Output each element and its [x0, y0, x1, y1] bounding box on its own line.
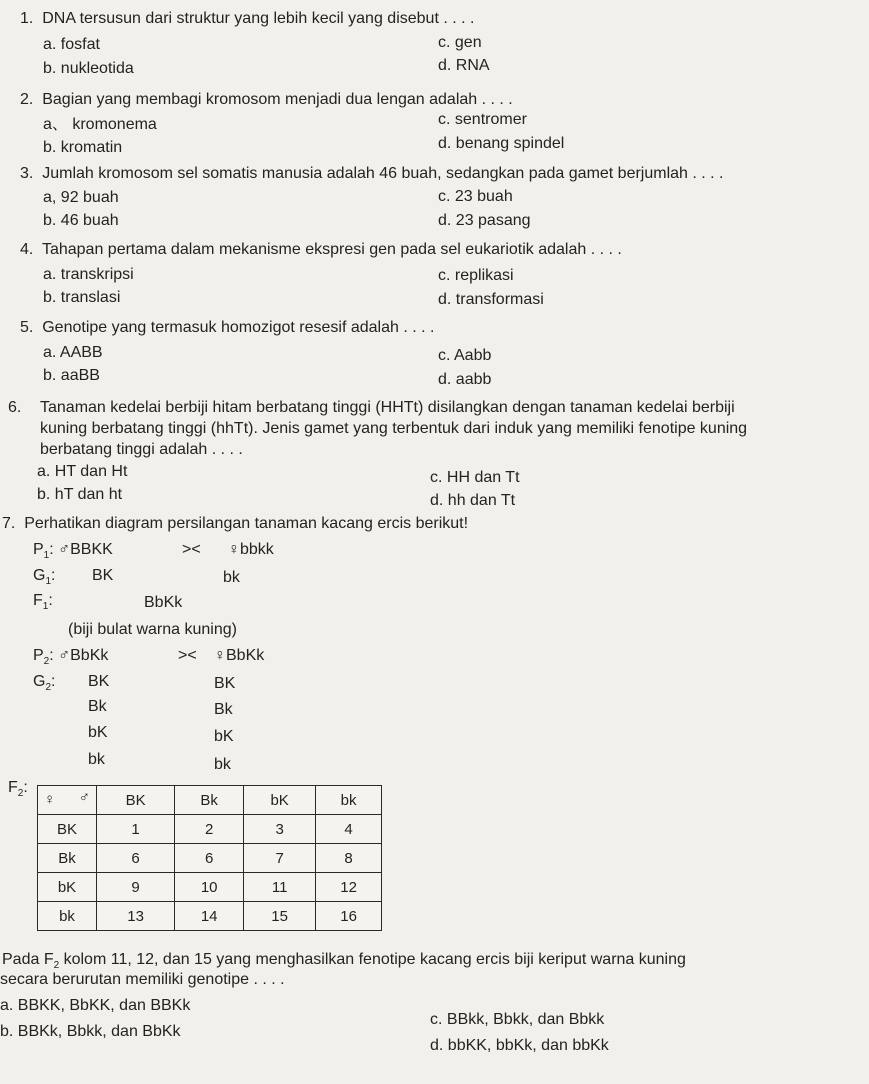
- g2-left-1: BK: [88, 673, 110, 690]
- q7-text: 7. Perhatikan diagram persilangan tanaman kacang ercis berikut!: [2, 515, 469, 532]
- punnett-cell: 1: [97, 815, 175, 844]
- punnett-row-header: bk: [38, 902, 97, 931]
- punnett-cell: 14: [175, 902, 244, 931]
- q4-option-a[interactable]: a. transkripsi: [43, 266, 134, 283]
- punnett-cell: 15: [244, 902, 316, 931]
- q7-option-a[interactable]: a. BBKK, BbKK, dan BBKk: [0, 997, 191, 1014]
- q1-option-a[interactable]: a. fosfat: [43, 36, 100, 53]
- punnett-cell: 12: [316, 873, 382, 902]
- punnett-cell: 4: [316, 815, 382, 844]
- q6-number: 6.: [8, 399, 22, 416]
- q3-option-a[interactable]: a, 92 buah: [43, 189, 119, 206]
- g2-right-1: BK: [214, 675, 236, 692]
- p2-female: ♀BbKk: [214, 647, 265, 664]
- q6-option-d[interactable]: d. hh dan Tt: [430, 492, 516, 509]
- female-symbol: ♀: [44, 791, 56, 808]
- q2-option-d[interactable]: d. benang spindel: [438, 135, 565, 152]
- q6-option-c[interactable]: c. HH dan Tt: [430, 469, 520, 486]
- punnett-row: [38, 873, 382, 902]
- q2-option-b[interactable]: b. kromatin: [43, 139, 123, 156]
- q3-option-d[interactable]: d. 23 pasang: [438, 212, 531, 229]
- punnett-cell: 6: [175, 844, 244, 873]
- q7-question-line2: secara berurutan memiliki genotipe . . . .: [0, 971, 285, 988]
- p2-cross-symbol: ><: [178, 647, 197, 664]
- punnett-cell: 11: [244, 873, 316, 902]
- punnett-row-header: bK: [38, 873, 97, 902]
- q7-question-line1: Pada $F_2$ kolom 11, 12, dan 15 yang menghasilkan fenotipe kacang ercis biji keriput warna kuning: [2, 951, 686, 971]
- q5-option-a[interactable]: a. AABB: [43, 344, 103, 361]
- q5-option-b[interactable]: b. aaBB: [43, 367, 100, 384]
- punnett-square: [37, 785, 382, 931]
- punnett-col-header: Bk: [175, 786, 244, 815]
- f1-value: BbKk: [144, 594, 183, 611]
- punnett-cell: 3: [244, 815, 316, 844]
- g2-right-4: bk: [214, 756, 231, 773]
- punnett-row-header: Bk: [38, 844, 97, 873]
- male-symbol: ♂: [78, 789, 90, 806]
- q6-text-line3: berbatang tinggi adalah . . . .: [40, 441, 243, 458]
- g2-right-2: Bk: [214, 701, 233, 718]
- g2-left-4: bk: [88, 751, 105, 768]
- punnett-row-header: BK: [38, 815, 97, 844]
- q6-option-a[interactable]: a. HT dan Ht: [37, 463, 128, 480]
- q5-option-c[interactable]: c. Aabb: [438, 347, 492, 364]
- q2-option-c[interactable]: c. sentromer: [438, 111, 527, 128]
- q5-option-d[interactable]: d. aabb: [438, 371, 492, 388]
- g2-right-3: bK: [214, 728, 234, 745]
- q2-text: 2. Bagian yang membagi kromosom menjadi dua lengan adalah . . . .: [20, 91, 513, 108]
- f2-label: $F_2$:: [8, 779, 28, 799]
- punnett-cell: 16: [316, 902, 382, 931]
- g2-label: $G_2$:: [33, 673, 56, 693]
- q1-option-d[interactable]: d. RNA: [438, 57, 490, 74]
- q6-option-b[interactable]: b. hT dan ht: [37, 486, 123, 503]
- g1-right: bk: [223, 569, 240, 586]
- q1-text: 1. DNA tersusun dari struktur yang lebih kecil yang disebut . . . .: [20, 10, 475, 27]
- g1-left: BK: [92, 567, 114, 584]
- f1-label: $F_1$:: [33, 592, 53, 612]
- punnett-row: [38, 902, 382, 931]
- q1-option-c[interactable]: c. gen: [438, 34, 482, 51]
- punnett-cell: 6: [97, 844, 175, 873]
- punnett-cell: 2: [175, 815, 244, 844]
- punnett-corner: [38, 786, 97, 815]
- q4-option-c[interactable]: c. replikasi: [438, 267, 514, 284]
- q1-option-b[interactable]: b. nukleotida: [43, 60, 134, 77]
- q4-text: 4. Tahapan pertama dalam mekanisme ekspresi gen pada sel eukariotik adalah . . . .: [20, 241, 622, 258]
- punnett-cell: 9: [97, 873, 175, 902]
- q3-option-c[interactable]: c. 23 buah: [438, 188, 513, 205]
- q3-text: 3. Jumlah kromosom sel somatis manusia adalah 46 buah, sedangkan pada gamet berjumlah . . . .: [20, 165, 724, 182]
- q7-option-c[interactable]: c. BBkk, Bbkk, dan Bbkk: [430, 1011, 605, 1028]
- p1-female: ♀bbkk: [228, 541, 274, 558]
- q6-text-line1: Tanaman kedelai berbiji hitam berbatang tinggi (HHTt) disilangkan dengan tanaman kedelai berbiji: [40, 399, 735, 416]
- p1-cross-symbol: ><: [182, 541, 201, 558]
- p1-line: $P_1$: ♂BBKK: [33, 541, 113, 561]
- punnett-row: [38, 844, 382, 873]
- punnett-cell: 13: [97, 902, 175, 931]
- q4-option-d[interactable]: d. transformasi: [438, 291, 544, 308]
- punnett-col-header: BK: [97, 786, 175, 815]
- q7-option-d[interactable]: d. bbKK, bbKk, dan bbKk: [430, 1037, 609, 1054]
- p2-line: $P_2$: ♂BbKk: [33, 647, 109, 667]
- q7-option-b[interactable]: b. BBKk, Bbkk, dan BbKk: [0, 1023, 181, 1040]
- punnett-row: [38, 815, 382, 844]
- punnett-col-header: bK: [244, 786, 316, 815]
- punnett-cell: 7: [244, 844, 316, 873]
- punnett-cell: 8: [316, 844, 382, 873]
- g2-left-2: Bk: [88, 698, 107, 715]
- q2-option-a[interactable]: a、 kromonema: [43, 116, 157, 133]
- g2-left-3: bK: [88, 724, 108, 741]
- punnett-col-header: bk: [316, 786, 382, 815]
- q6-text-line2: kuning berbatang tinggi (hhTt). Jenis gamet yang terbentuk dari induk yang memiliki fenotipe kuning: [40, 420, 748, 437]
- q5-text: 5. Genotipe yang termasuk homozigot resesif adalah . . . .: [20, 319, 435, 336]
- punnett-header-row: [38, 786, 382, 815]
- punnett-cell: 10: [175, 873, 244, 902]
- q3-option-b[interactable]: b. 46 buah: [43, 212, 119, 229]
- f1-note: (biji bulat warna kuning): [68, 621, 237, 638]
- g1-label: $G_1$:: [33, 567, 56, 587]
- q4-option-b[interactable]: b. translasi: [43, 289, 121, 306]
